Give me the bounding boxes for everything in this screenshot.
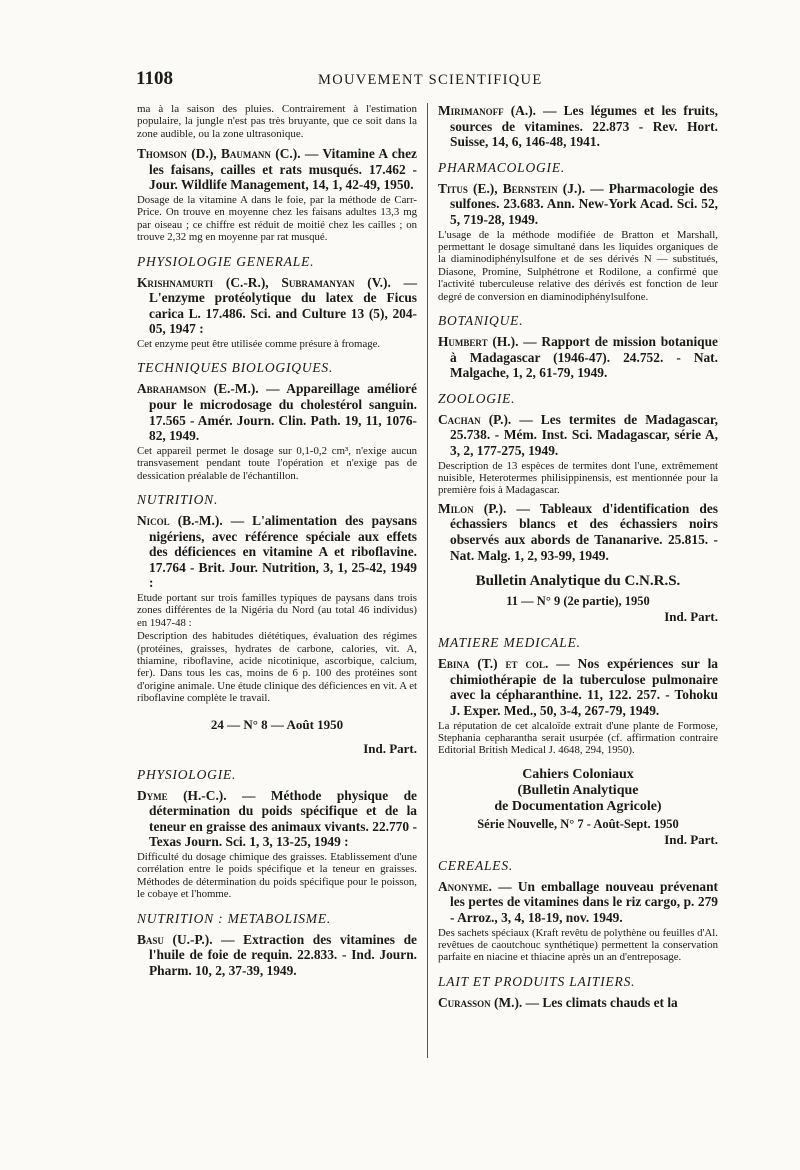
ref-text: — Nos expériences sur la chimiothérapie de la tuberculose pulmonaire avec la cépharanthine. 11, 122. 257. - Tohoku J. Exper. Med., 50, 3-4, 267-79, 1949. (450, 656, 718, 718)
cahiers-line: de Documentation Agricole) (494, 798, 662, 814)
section-heading: CEREALES. (438, 857, 514, 873)
section-heading: NUTRITION : METABOLISME. (137, 910, 332, 926)
reference (137, 932, 417, 979)
abstract: Cet enzyme peut être utilisée comme présure à fromage. (137, 338, 381, 350)
section-heading: MATIERE MEDICALE. (438, 635, 581, 651)
abstract: L'usage de la méthode modifiée de Bratton et Marshall, permettant le dosage simultané dans les liquides organiques de la diaminodiphénylsulfone et de ses dérivés N — substitués, Diasone, Promine, Sulphétrone et Rodilone, a confirmé que l'activité tuberculeuse relative des dérivés est fonction de leur degré de conversion en diaminodiphénylsulfone. (438, 228, 718, 303)
page-header (0, 68, 800, 98)
authors: Cachan (P.). (438, 411, 512, 427)
ind-part-label: Ind. Part. (664, 831, 718, 847)
section-heading: PHARMACOLOGIE. (438, 159, 566, 175)
cahiers-line: Cahiers Coloniaux (522, 766, 634, 782)
ref-text: — Méthode physique de détermination du poids spécifique et de la teneur en graisse des animaux vivants. 22.770 - Texas Journ. Sci. 1, 3, 13-25, 1949 : (149, 787, 417, 850)
section-heading: NUTRITION. (137, 492, 219, 507)
running-title: MOUVEMENT SCIENTIFIQUE (318, 72, 543, 88)
entry-milon (438, 501, 718, 563)
abstract: Description de 13 espèces de termites dont l'une, extrêmement nuisible, Heterotermes philisippinensis, est mentionnée pour la première fois à Madagascar. (438, 459, 718, 497)
ind-part-label: Ind. Part. (664, 609, 718, 625)
entry-humbert (438, 334, 718, 381)
reference (137, 788, 417, 850)
entry-dyme (137, 788, 417, 901)
entry-mirimanoff (438, 103, 718, 150)
reference (438, 181, 718, 228)
authors: Krishnamurti (C.-R.), Subramanyan (V.). (137, 274, 391, 290)
authors: Basu (U.-P.). (137, 931, 213, 947)
section-heading: TECHNIQUES BIOLOGIQUES. (137, 360, 334, 376)
section-heading: PHYSIOLOGIE GENERALE. (137, 253, 315, 269)
entry-krishnamurti (137, 275, 417, 351)
abstract: Etude portant sur trois familles typiques de paysans dans trois zones différentes de la Nigéria du Nord (au total 46 individus) en 1947-48 : (137, 591, 417, 629)
reference (438, 879, 718, 926)
ref-text: — Rapport de mission botanique à Madagascar (1946-47). 24.752. - Nat. Malgache, 1, 2, 61-79, 1949. (450, 334, 719, 381)
entry-cachan (438, 412, 718, 497)
ref-text: — Appareillage amélioré pour le microdosage du cholestérol sanguin. 17.565 - Amér. Journ. Clin. Path. 19, 11, 1076-82, 1949. (149, 381, 417, 444)
authors: Dyme (H.-C.). (137, 787, 227, 803)
cahiers-line: (Bulletin Analytique (517, 782, 639, 798)
right-column (438, 103, 718, 1014)
abstract: Dosage de la vitamine A dans le foie, par la méthode de Carr-Price. On trouve en moyenne chez les faisans adultes 13,3 mg par oiseau ; ce chiffre est réduit de moitié chez les cailles ; on trouve 2,32 mg en moyenne par rat musqué. (137, 194, 417, 244)
ref-text: — Tableaux d'identification des échassiers blancs et des échassiers noirs observés aux abords de Tananarive. 25.815. - Nat. Malg. 1, 2, 93-99, 1949. (450, 500, 718, 563)
continuation-text: ma à la saison des pluies. Contrairement à l'estimation populaire, la jungle n'est pas très bruyante, que ce soit dans la zone audible, ou la zone ultrasonique. (137, 103, 417, 140)
authors: Mirimanoff (A.). (438, 103, 537, 118)
left-column (137, 103, 417, 982)
reference (438, 501, 718, 563)
reference (137, 381, 417, 443)
abstract: La réputation de cet alcaloïde extrait d'une plante de Formose, Stephania cepharantha serait usurpée (cf. affirmation contraire Editorial British Medical J. 4648, 294, 1950). (438, 719, 718, 757)
authors: Humbert (H.). (438, 334, 519, 349)
entry-ebina (438, 656, 718, 757)
ref-text: — Les légumes et les fruits, sources de vitamines. 22.873 - Rev. Hort. Suisse, 14, 6, 146-48, 1941. (450, 103, 719, 150)
authors: Thomson (D.), Baumann (C.). (137, 146, 301, 162)
authors: Milon (P.). (438, 500, 507, 516)
column-divider (427, 103, 428, 1058)
entry-anonyme (438, 879, 718, 964)
reference (137, 275, 417, 337)
cahiers-issue: Série Nouvelle, N° 7 - Août-Sept. 1950 (477, 816, 679, 831)
ref-text: — Extraction des vitamines de l'huile de foie de requin. 22.833. - Ind. Journ. Pharm. 10, 2, 37-39, 1949. (149, 931, 417, 978)
ref-text: — Vitamine A chez les faisans, cailles et rats musqués. 17.462 - Jour. Wildlife Management, 14, 1, 42-49, 1950. (149, 146, 418, 193)
issue-line: 24 — N° 8 — Août 1950 (210, 716, 344, 732)
entry-thomson (137, 146, 417, 243)
authors: Curasson (M.). (438, 994, 523, 1010)
authors: Anonyme. (438, 878, 493, 894)
authors: Titus (E.), Bernstein (J.). (438, 180, 586, 196)
abstract: Des sachets spéciaux (Kraft revêtu de polythène ou feuilles d'Al. revêtues de caoutchouc synthétique) permettent la conservation parfaite en niacine et thiacine après un an d'entreposage. (438, 926, 718, 964)
ref-text: — L'enzyme protéolytique du latex de Ficus carica L. 17.486. Sci. and Culture 13 (5), 204-05, 1947 : (149, 274, 417, 337)
bulletin-issue: 11 — N° 9 (2e partie), 1950 (506, 594, 650, 609)
ref-text: — Les termites de Madagascar, 25.738. - Mém. Inst. Sci. Madagascar, série A, 3, 2, 177-275, 1949. (450, 411, 718, 458)
entry-curasson (438, 995, 718, 1011)
authors: Nicol (B.-M.). (137, 513, 223, 528)
cahiers-title (438, 767, 718, 815)
bulletin-title: Bulletin Analytique du C.N.R.S. (475, 573, 681, 590)
reference (137, 146, 417, 193)
section-heading: PHYSIOLOGIE. (137, 766, 237, 782)
entry-titus (438, 181, 718, 303)
ref-text: — Un emballage nouveau prévenant les pertes de vitamines dans le riz cargo, p. 279 - Arroz., 3, 4, 18-19, nov. 1949. (450, 878, 718, 925)
reference (438, 412, 718, 459)
reference (438, 656, 718, 718)
abstract: Description des habitudes diététiques, évaluation des régimes (protéines, graisses, hydrates de carbone, calories, vit. A, thiamine, riboflavine, acide nicotinique, ascorbique, calcium, fer). Dans tous les cas, moins de 6 p. 100 des protéines sont d'origine animale. Une étude clinique des déficiences en vit. A et riboflavine complète le travail. (137, 630, 417, 705)
abstract: Difficulté du dosage chimique des graisses. Etablissement d'une corrélation entre le poids spécifique et la teneur en graisses. Méthodes de détermination du poids spécifique pour le poisson, le cobaye et l'homme. (137, 851, 417, 901)
ind-part-label: Ind. Part. (363, 740, 417, 756)
ref-text: — L'alimentation des paysans nigériens, avec référence spéciale aux effets des déficiences en vitamine A et riboflavine. 17.764 - Brit. Jour. Nutrition, 3, 1, 25-42, 1949 : (149, 513, 417, 591)
abstract: Cet appareil permet le dosage sur 0,1-0,2 cm³, n'exige aucun transvasement pendant toute l'opération et n'exige pas de dessication préalable de l'échantillon. (137, 444, 417, 482)
reference (438, 334, 718, 381)
entry-nicol (137, 513, 417, 705)
section-heading: BOTANIQUE. (438, 313, 524, 328)
authors: Abrahamson (E.-M.). (137, 381, 259, 397)
reference (438, 103, 718, 150)
section-heading: ZOOLOGIE. (438, 390, 516, 406)
page-number: 1108 (136, 68, 173, 89)
reference (438, 995, 718, 1011)
ref-text: — Les climats chauds et la (522, 994, 678, 1010)
section-heading: LAIT ET PRODUITS LAITIERS. (438, 973, 636, 989)
entry-basu (137, 932, 417, 979)
reference (137, 513, 417, 591)
authors: Ebina (T.) et col. (438, 656, 549, 672)
ref-text: — Pharmacologie des sulfones. 23.683. Ann. New-York Acad. Sci. 52, 5, 719-28, 1949. (450, 180, 718, 227)
entry-abrahamson (137, 381, 417, 482)
